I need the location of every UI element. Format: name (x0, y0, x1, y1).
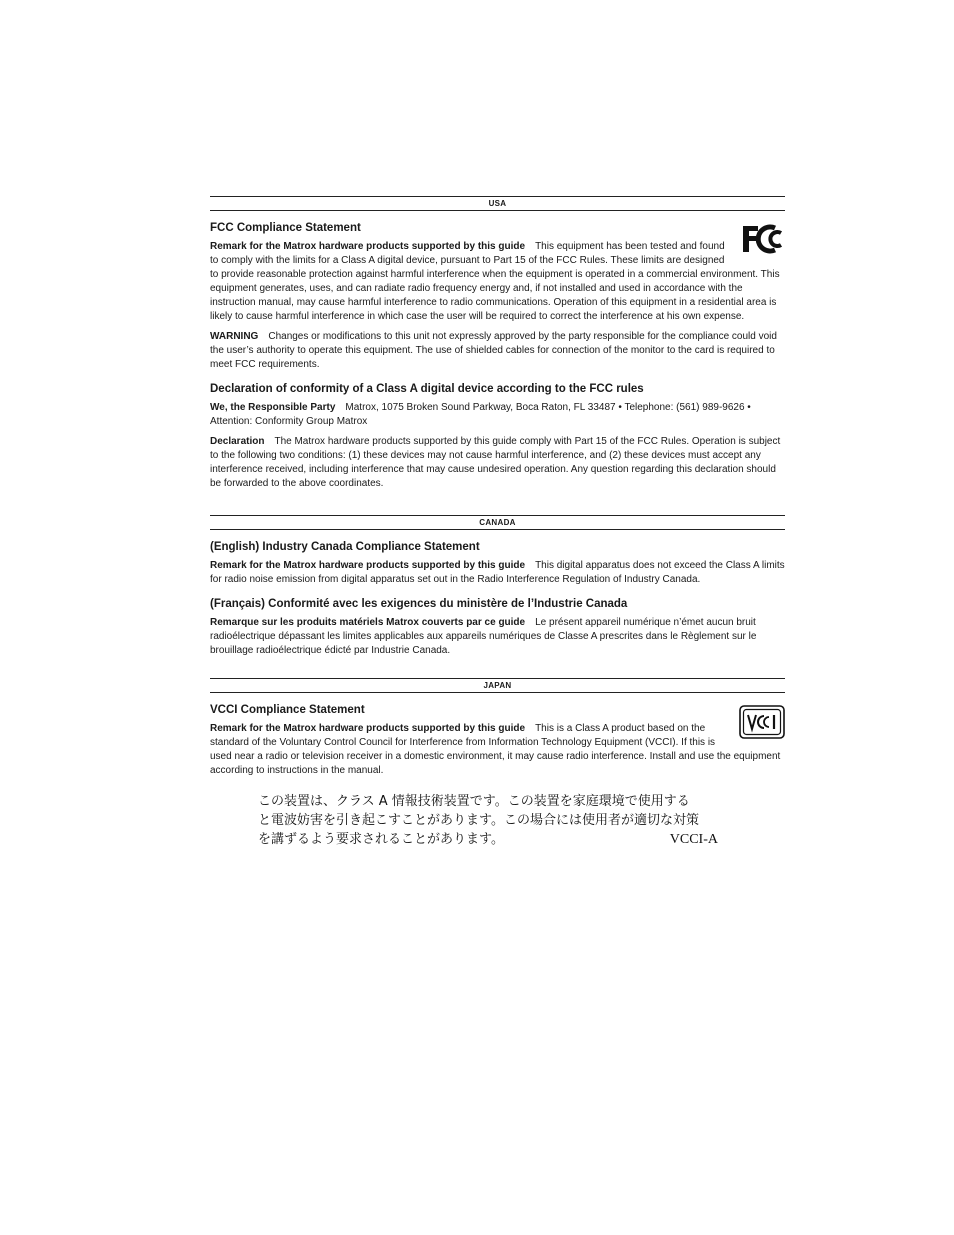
compliance-statements (210, 196, 785, 849)
section-bar-japan: JAPAN (210, 678, 785, 693)
spacer (210, 497, 785, 515)
canada-fr-text: Le présent appareil numérique n’émet aucun bruit radioélectrique dépassant les limites applicables aux appareils numériques de Classe A prescrites dans le Règlement sur le brouillage radioélectrique édicté par Industrie Canada. (210, 617, 757, 656)
fcc-title: FCC Compliance Statement (210, 222, 361, 234)
jp-last-line (258, 830, 728, 849)
spacer (210, 664, 785, 678)
warning-lead: WARNING (210, 331, 259, 342)
vcci-remark-lead: Remark for the Matrox hardware products supported by this guide (210, 723, 526, 734)
vcci-remark (210, 722, 785, 778)
vcci-logo-icon (739, 705, 785, 739)
section-bar-canada: CANADA (210, 515, 785, 530)
declaration (210, 435, 785, 491)
jp-line: と電波妨害を引き起こすことがあります。この場合には使用者が適切な対策 (258, 813, 699, 828)
party-text: Matrox, 1075 Broken Sound Parkway, Boca Raton, FL 33487 • Telephone: (561) 989-9626 • Attention: Conformity Group Matrox (210, 402, 751, 427)
canada-en-lead: Remark for the Matrox hardware products supported by this guide (210, 560, 526, 571)
warning-text: Changes or modifications to this unit not expressly approved by the party responsible for the compliance could void the user’s authority to operate this equipment. The use of shielded cables for connection of the monitor to the card is required to meet FCC requirements. (210, 331, 777, 370)
canada-fr-remark (210, 616, 785, 658)
responsible-party (210, 401, 785, 429)
fcc-logo-icon (741, 223, 785, 255)
vcci-title: VCCI Compliance Statement (210, 704, 365, 716)
fcc-remark-lead: Remark for the Matrox hardware products supported by this guide (210, 241, 526, 252)
canada-fr-title: (Français) Conformité avec les exigences du ministère de l’Industrie Canada (210, 598, 628, 610)
jp-line: この装置は、クラス A 情報技術装置です。この装置を家庭環境で使用する (258, 794, 690, 809)
declaration-title: Declaration of conformity of a Class A digital device according to the FCC rules (210, 383, 644, 395)
declaration-text: The Matrox hardware products supported by this guide comply with Part 15 of the FCC Rules. Operation is subject to the following two conditions: (1) these devices may not cause harmful interference, and (2) these devices must accept any interference received, including interference that may cause undesired operation. Any question regarding this declaration should be forwarded to the above coordinates. (210, 436, 781, 489)
vcci-japanese-statement (258, 792, 728, 849)
canada-en-text: This digital apparatus does not exceed the Class A limits for radio noise emission from digital apparatus set out in the Radio Interference Regulation of Industry Canada. (210, 560, 785, 585)
vcci-remark-text: This is a Class A product based on the standard of the Voluntary Control Council for Interference from Information Technology Equipment (VCCI). If this is used near a radio or television receiver in a domestic environment, it may cause radio interference. Install and use the equipment according to instructions in the manual. (210, 723, 781, 776)
declaration-lead: Declaration (210, 436, 265, 447)
canada-fr-lead: Remarque sur les produits matériels Matrox couverts par ce guide (210, 617, 526, 628)
fcc-remark (210, 240, 785, 324)
fcc-warning (210, 330, 785, 372)
fcc-remark-text: This equipment has been tested and found to comply with the limits for a Class A digital device, pursuant to Part 15 of the FCC Rules. These limits are designed to provide reasonable protection against harmful interference when the equipment is operated in a commercial environment. This equipment generates, uses, and can radiate radio frequency energy and, if not installed and used in accordance with the instruction manual, may cause harmful interference to radio communications. Operation of this equipment in a residential area is likely to cause harmful interference in which case the user will be required to correct the interference at his own expense. (210, 241, 780, 322)
jp-line: を講ずるよう要求されることがあります。 (258, 832, 504, 847)
section-bar-usa: USA (210, 196, 785, 211)
canada-en-remark (210, 559, 785, 587)
vcci-a-mark: VCCI-A (669, 832, 718, 847)
canada-en-title: (English) Industry Canada Compliance Statement (210, 541, 480, 553)
party-lead: We, the Responsible Party (210, 402, 336, 413)
